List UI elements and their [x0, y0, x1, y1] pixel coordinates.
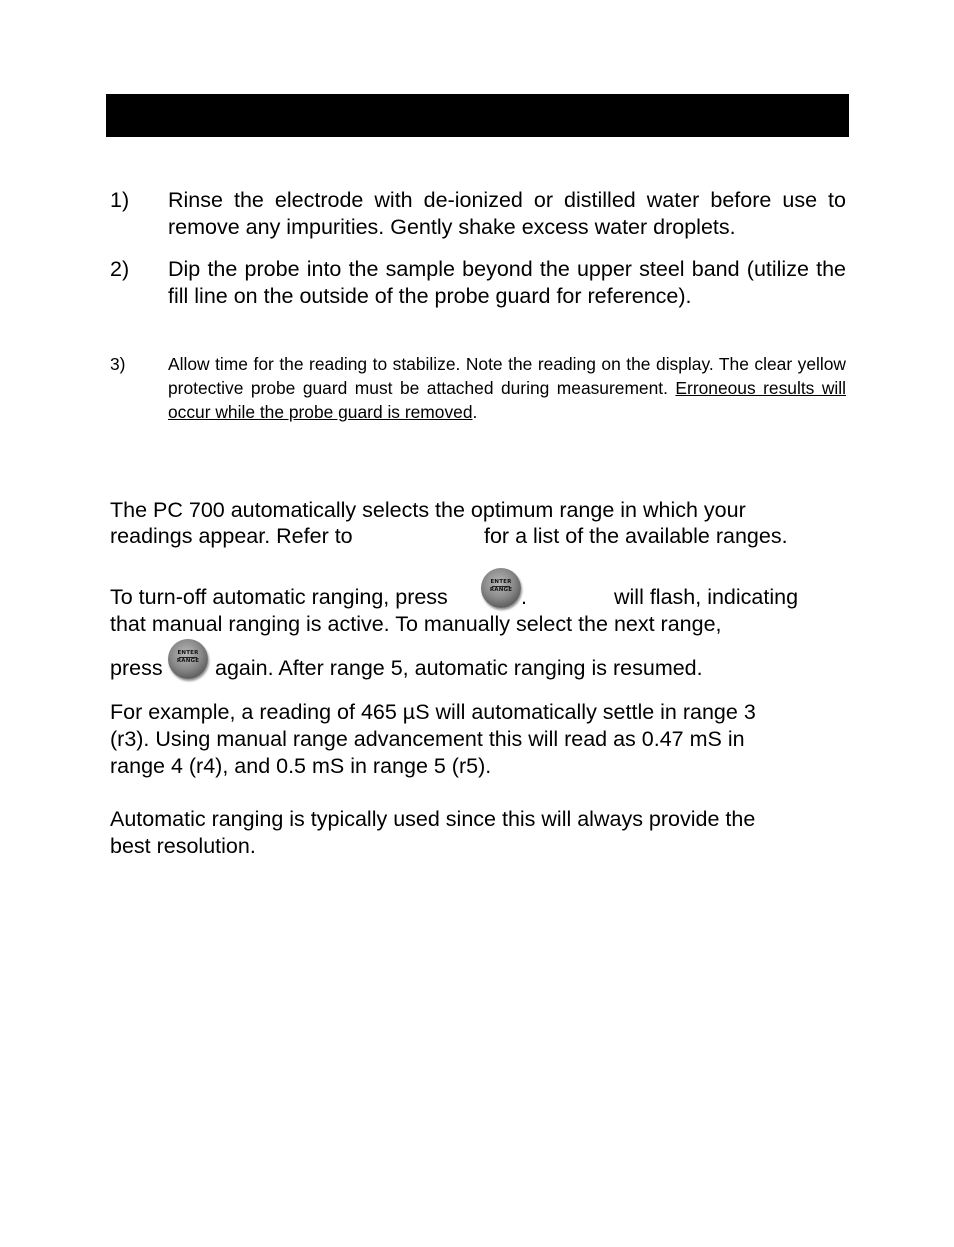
- paragraph-line: Automatic ranging is typically used since this will always provide the: [110, 807, 756, 831]
- paragraph-line: again. After range 5, automatic ranging is resumed.: [215, 656, 703, 680]
- paragraph-line: best resolution.: [110, 834, 256, 858]
- step-number: 2): [110, 257, 130, 281]
- button-label-top: ENTER: [490, 579, 512, 585]
- step-text: [168, 352, 846, 424]
- button-label-bottom: RANGE: [489, 587, 513, 593]
- enter-range-button-icon: [481, 568, 521, 608]
- step-text-plain: Allow time for the reading to stabilize. Note the reading on the display. The clear yellow protective probe guard must be attached during measurement.: [168, 354, 846, 398]
- paragraph-line: for a list of the available ranges.: [484, 524, 788, 548]
- paragraph-line: press: [110, 656, 163, 680]
- paragraph-line: that manual ranging is active. To manually select the next range,: [110, 612, 722, 636]
- paragraph-line: The PC 700 automatically selects the optimum range in which your: [110, 498, 746, 522]
- section-header-bar: [106, 94, 849, 137]
- button-label-bottom: RANGE: [176, 658, 200, 664]
- list-item: [110, 187, 846, 243]
- paragraph-line: .: [521, 585, 527, 609]
- paragraph-line: readings appear. Refer to: [110, 524, 353, 548]
- paragraph-line: For example, a reading of 465 µS will automatically settle in range 3: [110, 700, 756, 724]
- step-number: 1): [110, 188, 130, 212]
- paragraph-line: range 4 (r4), and 0.5 mS in range 5 (r5).: [110, 754, 492, 778]
- list-item: [110, 352, 846, 448]
- button-label-top: ENTER: [177, 650, 199, 656]
- list-item: [110, 256, 846, 340]
- step-number: 3): [110, 354, 126, 374]
- step-text: Rinse the electrode with de-ionized or distilled water before use to remove any impurities. Gently shake excess water droplets.: [168, 188, 846, 239]
- step-text-end: .: [472, 402, 478, 422]
- step-warning-underlined: Erroneous results will occur while the probe guard is removed: [168, 378, 846, 422]
- enter-range-button-icon: [168, 639, 208, 679]
- paragraph-line: (r3). Using manual range advancement this will read as 0.47 mS in: [110, 727, 745, 751]
- paragraph-line: will flash, indicating: [614, 585, 799, 609]
- paragraph-line: To turn-off automatic ranging, press: [110, 585, 448, 609]
- step-text: Dip the probe into the sample beyond the upper steel band (utilize the fill line on the outside of the probe guard for reference).: [168, 257, 846, 308]
